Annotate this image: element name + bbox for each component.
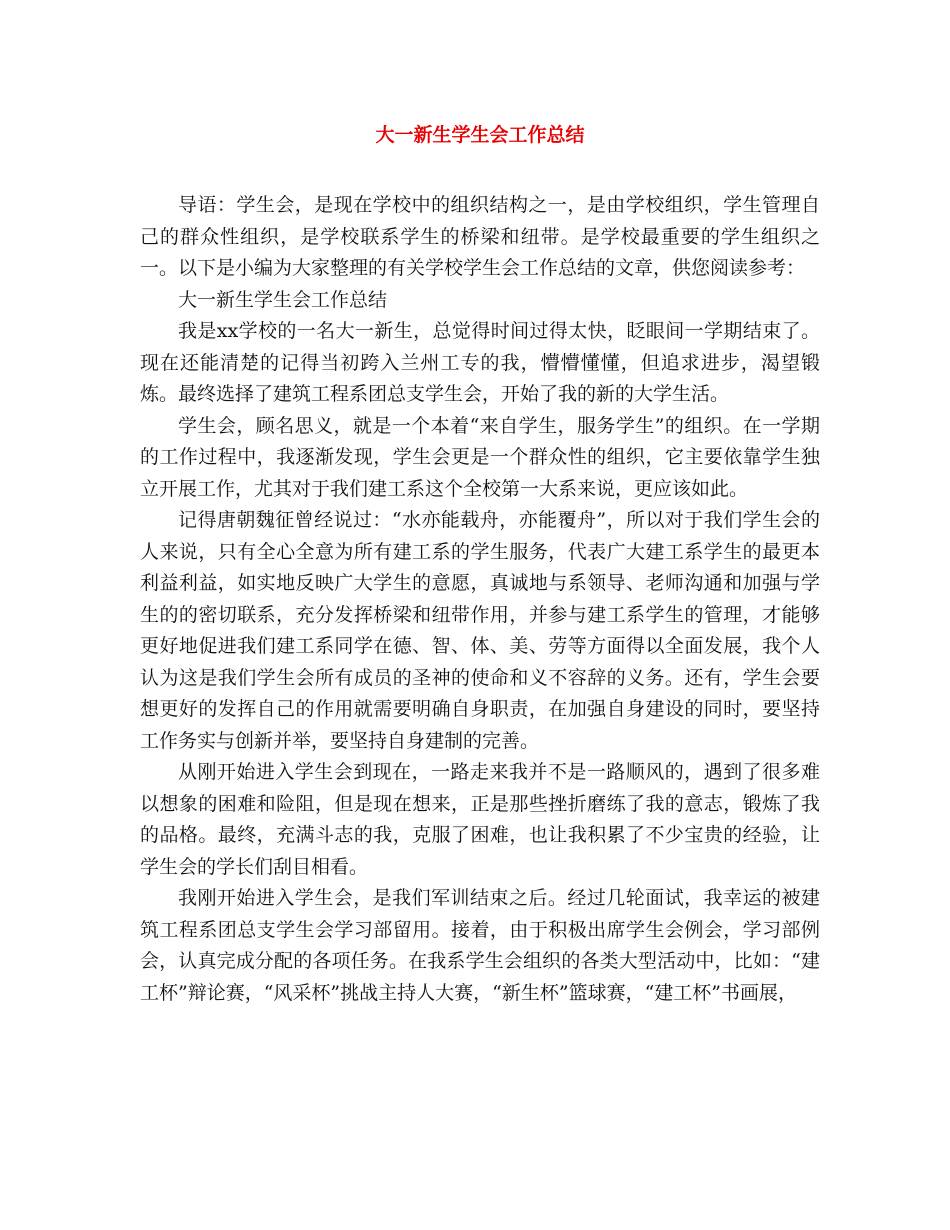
document-body bbox=[140, 190, 820, 1009]
paragraph-joining: 我刚开始进入学生会，是我们军训结束之后。经过几轮面试，我幸运的被建筑工程系团总支学生会学习部留用。接着，由于积极出席学生会例会，学习部例会，认真完成分配的各项任务。在我系学生会组织的各类大型活动中，比如：“建工杯”辩论赛，“风采杯”挑战主持人大赛，“新生杯”篮球赛，“建工杯”书画展， bbox=[140, 887, 820, 1004]
paragraph-subtitle: 大一新生学生会工作总结 bbox=[178, 288, 388, 311]
document-title: 大一新生学生会工作总结 bbox=[375, 124, 585, 146]
paragraph-intro: 导语：学生会，是现在学校中的组织结构之一，是由学校组织，学生管理自己的群众性组织，是学校联系学生的桥梁和纽带。是学校最重要的学生组织之一。以下是小编为大家整理的有关学校学生会工作总结的文章，供您阅读参考： bbox=[140, 194, 820, 279]
paragraph-quote: 记得唐朝魏征曾经说过：“水亦能载舟，亦能覆舟”，所以对于我们学生会的人来说，只有全心全意为所有建工系的学生服务，代表广大建工系学生的最更本利益利益，如实地反映广大学生的意愿，真诚地与系领导、老师沟通和加强与学生的的密切联系，充分发挥桥梁和纽带作用，并参与建工系学生的管理，才能够更好地促进我们建工系同学在德、智、体、美、劳等方面得以全面发展，我个人认为这是我们学生会所有成员的圣神的使命和义不容辞的义务。还有，学生会要想更好的发挥自己的作用就需要明确自身职责，在加强自身建设的同时，要坚持工作务实与创新并举，要坚持自身建制的完善。 bbox=[140, 509, 820, 752]
paragraph-difficulties: 从刚开始进入学生会到现在，一路走来我并不是一路顺风的，遇到了很多难以想象的困难和险阻，但是现在想来，正是那些挫折磨练了我的意志，锻炼了我的品格。最终，充满斗志的我，克服了困难，也让我积累了不少宝贵的经验，让学生会的学长们刮目相看。 bbox=[140, 761, 820, 878]
paragraph-self-intro: 我是xx学校的一名大一新生，总觉得时间过得太快，眨眼间一学期结束了。现在还能清楚的记得当初跨入兰州工专的我，懵懵懂懂，但追求进步，渴望锻炼。最终选择了建筑工程系团总支学生会，开始了我的新的大学生活。 bbox=[140, 320, 820, 405]
paragraph-student-union: 学生会，顾名思义，就是一个本着“来自学生，服务学生”的组织。在一学期的工作过程中，我逐渐发现，学生会更是一个群众性的组织，它主要依靠学生独立开展工作，尤其对于我们建工系这个全校第一大系来说，更应该如此。 bbox=[140, 414, 820, 500]
